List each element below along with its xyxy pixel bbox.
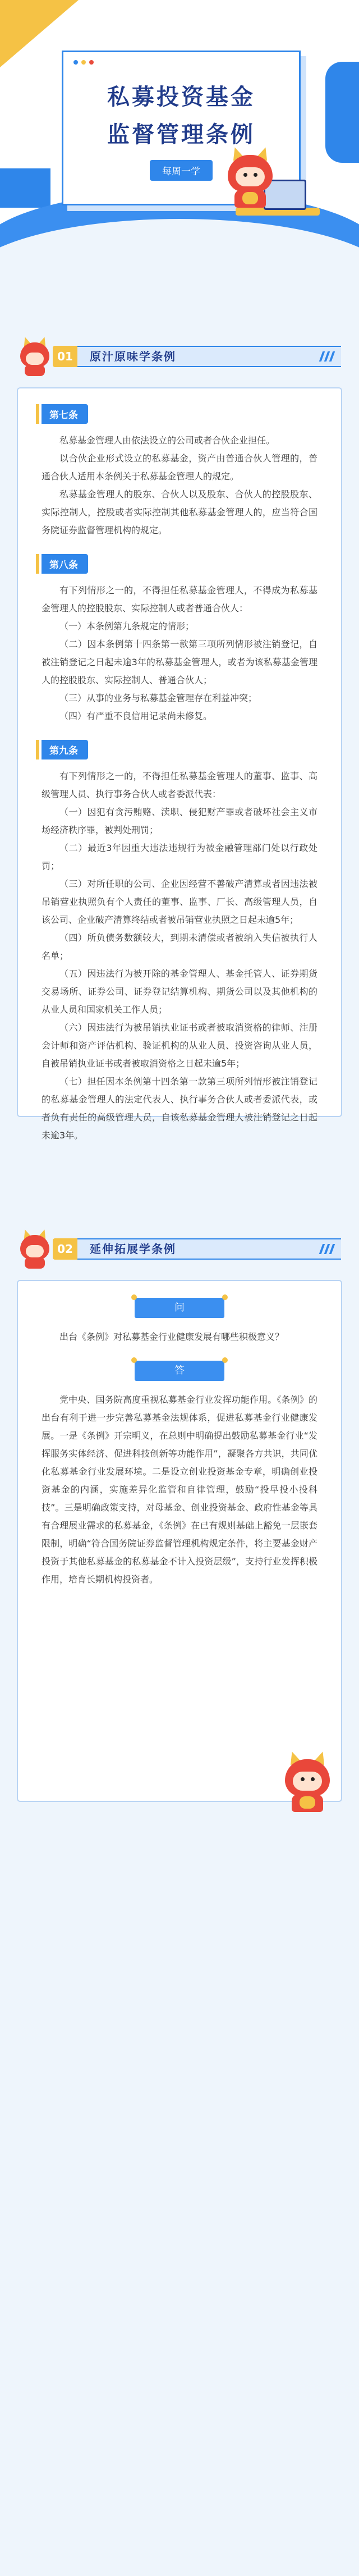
mascot-icon <box>223 147 277 209</box>
article-title: 第九条 <box>42 740 88 759</box>
articles-card <box>17 387 342 1141</box>
mascot-small-icon <box>17 1229 54 1269</box>
article-paragraph: （一）本条例第九条规定的情形； <box>59 621 195 632</box>
section-number: 02 <box>53 1238 77 1260</box>
mascot-small-icon <box>17 337 54 376</box>
section-title-box <box>77 1238 341 1260</box>
section-header-2 <box>17 1229 342 1269</box>
article-block <box>18 740 341 1145</box>
article-paragraph: （四）所负债务数额较大，到期未清偿或者被纳入失信被执行人名单； <box>42 932 317 961</box>
article-paragraph: （二）因本条例第十四条第一款第三项所列情形被注销登记，自被注销登记之日起未逾3年的私募基金管理人，或者为该私募基金管理人的控股股东、实际控制人、普通合伙人； <box>42 639 317 685</box>
qa-card <box>17 1280 342 1802</box>
question-text: 出台《条例》对私募基金行业健康发展有哪些积极意义？ <box>59 1332 284 1342</box>
article-paragraph: （六）因违法行为被吊销执业证书或者被取消资格的律师、注册会计师和资产评估机构、验证机构的从业人员、投资咨询从业人员，自被吊销执业证书或者被取消资格之日起未逾5年； <box>42 1022 317 1069</box>
series-tag: 每周一学 <box>150 160 213 181</box>
article-paragraph: （五）因违法行为被开除的基金管理人、基金托管人、证券期货交易场所、证券公司、证券登记结算机构、期货公司以及其他机构的从业人员和国家机关工作人员； <box>42 968 317 1015</box>
article-paragraph: （七）担任因本条例第十四条第一款第三项所列情形被注销登记的私募基金管理人的法定代表人、执行事务合伙人或者委派代表，或者负有责任的高级管理人员，自该私募基金管理人被注销登记之日起未逾3年。 <box>42 1076 317 1141</box>
article-paragraph: （二）最近3年因重大违法违规行为被金融管理部门处以行政处罚； <box>42 843 317 871</box>
article-block <box>18 404 341 539</box>
article-paragraph: 有下列情形之一的，不得担任私募基金管理人，不得成为私募基金管理人的控股股东、实际控制人或者普通合伙人： <box>42 585 317 614</box>
section-title: 原汁原味学条例 <box>90 350 176 363</box>
mascot-footer-icon <box>280 1751 334 1813</box>
slash-decor-icon <box>321 351 333 362</box>
article-title: 第八条 <box>42 554 88 574</box>
section-header-1 <box>17 337 342 376</box>
decor-block-right <box>325 62 359 163</box>
decor-block-left <box>0 168 50 208</box>
section-title: 延伸拓展学条例 <box>90 1242 176 1256</box>
article-paragraph: （三）从事的业务与私募基金管理存在利益冲突； <box>59 693 257 703</box>
answer-label: 答 <box>135 1361 224 1381</box>
hero-banner <box>0 0 359 281</box>
page-title-line2: 监督管理条例 <box>107 122 255 148</box>
slash-decor-icon <box>321 1244 333 1254</box>
question-label: 问 <box>135 1298 224 1318</box>
article-paragraph: 有下列情形之一的，不得担任私募基金管理人的董事、监事、高级管理人员、执行事务合伙人或者委派代表： <box>42 771 317 799</box>
article-paragraph: 私募基金管理人的股东、合伙人以及股东、合伙人的控股股东、实际控制人，控股或者实际控制其他私募基金管理人的，应当符合国务院证券监督管理机构的规定。 <box>42 489 317 536</box>
article-block <box>18 554 341 725</box>
article-paragraph: （一）因犯有贪污贿赂、渎职、侵犯财产罪或者破坏社会主义市场经济秩序罪，被判处刑罚； <box>42 807 317 835</box>
article-paragraph: 以合伙企业形式设立的私募基金，资产由普通合伙人管理的，普通合伙人适用本条例关于私募基金管理人的规定。 <box>42 453 317 482</box>
section-number: 01 <box>53 346 77 367</box>
page-title-line1: 私募投资基金 <box>107 84 255 110</box>
article-paragraph: 私募基金管理人由依法设立的公司或者合伙企业担任。 <box>59 435 275 446</box>
answer-text: 党中央、国务院高度重视私募基金行业发挥功能作用。《条例》的出台有利于进一步完善私募基金法规体系，促进私募基金行业健康发展。一是《条例》开宗明义，在总则中明确提出鼓励私募基金行业“发挥服务实体经济、促进科技创新等功能作用”，凝聚各方共识，共同优化私募基金行业发展环境。二是设立创业投资基金专章，明确创业投资基金的内涵，实施差异化监管和自律管理，鼓励“投早投小投科技”。三是明确政策支持，对母基金、创业投资基金、政府性基金等具有合理展业需求的私募基金，《条例》在已有规则基础上豁免一层嵌套限制，明确“符合国务院证券监督管理机构规定条件，将主要基金财产投资于其他私募基金的私募基金不计入投资层级”，支持行业发挥积极作用，培育长期机构投资者。 <box>42 1394 317 1585</box>
article-title: 第七条 <box>42 404 88 424</box>
footer-area <box>0 1830 359 2576</box>
section-title-box <box>77 346 341 367</box>
article-paragraph: （三）对所任职的公司、企业因经营不善破产清算或者因违法被吊销营业执照负有个人责任的董事、监事、厂长、高级管理人员，自该公司、企业破产清算终结或者被吊销营业执照之日起未逾5年； <box>42 879 317 925</box>
article-paragraph: （四）有严重不良信用记录尚未修复。 <box>59 711 213 721</box>
window-dots-icon <box>73 60 94 65</box>
